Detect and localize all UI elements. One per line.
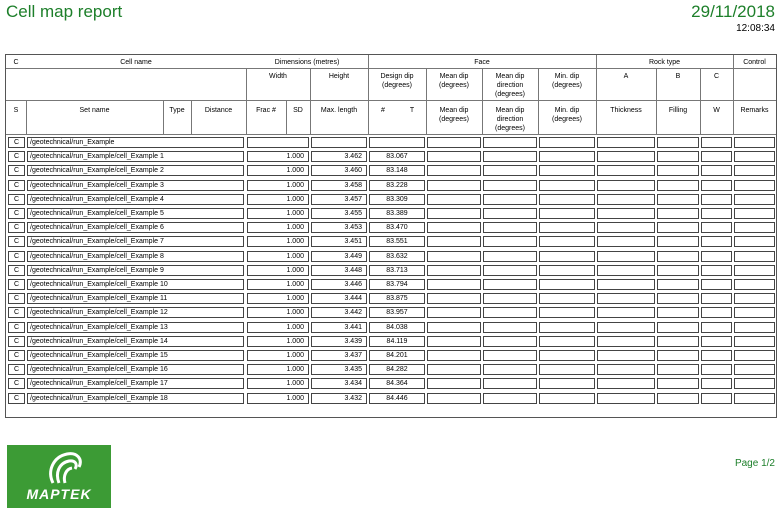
row-height-cell: 3.435: [311, 364, 367, 375]
row-min-dip-cell: [539, 336, 595, 347]
row-mean-dip-direction-cell: [483, 364, 537, 375]
row-rock-b-cell: [657, 180, 699, 191]
row-rock-b-cell: [657, 194, 699, 205]
col-t-header: T: [409, 107, 415, 114]
row-mean-dip-cell: [427, 236, 481, 247]
row-mean-dip-cell: [427, 251, 481, 262]
row-width-cell: 1.000: [247, 165, 309, 176]
col-filling-header: Filling: [668, 107, 688, 114]
row-height-cell: 3.437: [311, 350, 367, 361]
row-name-cell: /geotechnical/run_Example/cell_Example 16: [27, 364, 244, 375]
row-width-cell: 1.000: [247, 222, 309, 233]
row-c-cell: C: [8, 151, 25, 162]
row-height-cell: 3.439: [311, 336, 367, 347]
row-design-dip-cell: 83.470: [369, 222, 425, 233]
row-rock-a-cell: [597, 165, 655, 176]
row-mean-dip-direction-cell: [483, 251, 537, 262]
row-min-dip-cell: [539, 279, 595, 290]
row-mean-dip-cell: [427, 293, 481, 304]
row-width-cell: 1.000: [247, 236, 309, 247]
row-width-cell: 1.000: [247, 194, 309, 205]
table-row: [6, 235, 776, 248]
table-row: [6, 278, 776, 291]
row-mean-dip-direction-cell: [483, 236, 537, 247]
row-width-cell: 1.000: [247, 364, 309, 375]
row-name-cell: /geotechnical/run_Example/cell_Example 14: [27, 336, 244, 347]
report-date: 29/11/2018: [691, 2, 775, 21]
col-min-dip-bottom-header: Min. dip (degrees): [552, 107, 582, 123]
row-mean-dip-cell: [427, 165, 481, 176]
row-mean-dip-cell: [427, 350, 481, 361]
row-mean-dip-direction-cell: [483, 265, 537, 276]
report-title: Cell map report: [6, 2, 123, 21]
row-rock-a-cell: [597, 137, 655, 148]
row-c-cell: C: [8, 137, 25, 148]
row-min-dip-cell: [539, 194, 595, 205]
row-design-dip-cell: 83.067: [369, 151, 425, 162]
row-control-cell: [734, 364, 775, 375]
row-rock-b-cell: [657, 336, 699, 347]
row-rock-a-cell: [597, 251, 655, 262]
row-height-cell: 3.449: [311, 251, 367, 262]
row-rock-c-cell: [701, 364, 732, 375]
row-design-dip-cell: 83.551: [369, 236, 425, 247]
row-min-dip-cell: [539, 222, 595, 233]
row-min-dip-cell: [539, 393, 595, 404]
row-rock-c-cell: [701, 279, 732, 290]
row-rock-a-cell: [597, 336, 655, 347]
row-mean-dip-direction-cell: [483, 151, 537, 162]
row-height-cell: 3.455: [311, 208, 367, 219]
row-control-cell: [734, 336, 775, 347]
table-row: [6, 264, 776, 277]
row-rock-b-cell: [657, 151, 699, 162]
row-rock-a-cell: [597, 378, 655, 389]
row-mean-dip-direction-cell: [483, 336, 537, 347]
row-design-dip-cell: 84.201: [369, 350, 425, 361]
row-mean-dip-direction-cell: [483, 307, 537, 318]
cell-map-table: [5, 54, 777, 418]
row-mean-dip-direction-cell: [483, 194, 537, 205]
row-c-cell: C: [8, 350, 25, 361]
col-mean-dip-direction-bottom-header: Mean dip direction (degrees): [495, 107, 525, 132]
col-set-name-header: Set name: [79, 107, 110, 114]
row-rock-a-cell: [597, 350, 655, 361]
col-rock-a-header: A: [623, 73, 629, 80]
row-name-cell: /geotechnical/run_Example/cell_Example 8: [27, 251, 244, 262]
table-row: [6, 306, 776, 319]
col-mean-dip-header: Mean dip (degrees): [439, 73, 469, 89]
row-rock-c-cell: [701, 322, 732, 333]
col-mean-dip-bottom-header: Mean dip (degrees): [439, 107, 469, 123]
row-rock-c-cell: [701, 393, 732, 404]
row-height-cell: 3.453: [311, 222, 367, 233]
col-distance-header: Distance: [204, 107, 233, 114]
col-rock-c-header: C: [713, 73, 720, 80]
row-control-cell: [734, 378, 775, 389]
row-c-cell: C: [8, 165, 25, 176]
row-name-cell: /geotechnical/run_Example/cell_Example 10: [27, 279, 244, 290]
row-mean-dip-direction-cell: [483, 322, 537, 333]
row-rock-a-cell: [597, 180, 655, 191]
row-mean-dip-cell: [427, 322, 481, 333]
row-rock-b-cell: [657, 378, 699, 389]
col-hash-header: #: [381, 107, 385, 114]
row-width-cell: 1.000: [247, 251, 309, 262]
maptek-logo: [7, 445, 111, 508]
row-min-dip-cell: [539, 165, 595, 176]
row-height-cell: 3.442: [311, 307, 367, 318]
row-mean-dip-cell: [427, 307, 481, 318]
row-design-dip-cell: 83.957: [369, 307, 425, 318]
col-max-length-header: Max. length: [320, 107, 358, 114]
col-mean-dip-direction-header: Mean dip direction (degrees): [495, 73, 525, 98]
row-height-cell: 3.457: [311, 194, 367, 205]
row-height-cell: 3.448: [311, 265, 367, 276]
row-mean-dip-cell: [427, 279, 481, 290]
row-control-cell: [734, 393, 775, 404]
col-sd-header: SD: [293, 107, 303, 114]
row-rock-c-cell: [701, 336, 732, 347]
row-c-cell: C: [8, 222, 25, 233]
row-design-dip-cell: 83.713: [369, 265, 425, 276]
row-rock-b-cell: [657, 350, 699, 361]
row-min-dip-cell: [539, 208, 595, 219]
row-design-dip-cell: [369, 137, 425, 148]
table-row: [6, 150, 776, 163]
row-rock-a-cell: [597, 279, 655, 290]
row-c-cell: C: [8, 279, 25, 290]
row-rock-a-cell: [597, 236, 655, 247]
table-row: [6, 221, 776, 234]
row-height-cell: 3.462: [311, 151, 367, 162]
row-mean-dip-direction-cell: [483, 137, 537, 148]
row-rock-b-cell: [657, 279, 699, 290]
table-row: [6, 207, 776, 220]
row-width-cell: 1.000: [247, 208, 309, 219]
row-min-dip-cell: [539, 137, 595, 148]
row-rock-b-cell: [657, 393, 699, 404]
row-mean-dip-cell: [427, 151, 481, 162]
row-width-cell: 1.000: [247, 180, 309, 191]
row-name-cell: /geotechnical/run_Example/cell_Example 2: [27, 165, 244, 176]
row-name-cell: /geotechnical/run_Example/cell_Example 18: [27, 393, 244, 404]
row-control-cell: [734, 251, 775, 262]
row-rock-b-cell: [657, 222, 699, 233]
row-mean-dip-direction-cell: [483, 350, 537, 361]
row-mean-dip-cell: [427, 208, 481, 219]
row-rock-c-cell: [701, 194, 732, 205]
row-rock-b-cell: [657, 265, 699, 276]
row-rock-c-cell: [701, 165, 732, 176]
row-mean-dip-direction-cell: [483, 378, 537, 389]
row-control-cell: [734, 236, 775, 247]
row-min-dip-cell: [539, 293, 595, 304]
row-height-cell: 3.432: [311, 393, 367, 404]
row-rock-c-cell: [701, 137, 732, 148]
row-height-cell: 3.446: [311, 279, 367, 290]
row-rock-c-cell: [701, 307, 732, 318]
row-c-cell: C: [8, 236, 25, 247]
row-width-cell: 1.000: [247, 151, 309, 162]
row-control-cell: [734, 151, 775, 162]
row-mean-dip-cell: [427, 393, 481, 404]
col-thickness-header: Thickness: [610, 107, 642, 114]
row-min-dip-cell: [539, 151, 595, 162]
table-row: [6, 363, 776, 376]
row-c-cell: C: [8, 336, 25, 347]
row-design-dip-cell: 84.446: [369, 393, 425, 404]
row-mean-dip-direction-cell: [483, 222, 537, 233]
col-s-header: S: [13, 107, 19, 114]
row-mean-dip-direction-cell: [483, 180, 537, 191]
row-width-cell: 1.000: [247, 293, 309, 304]
col-rock-type-header: Rock type: [648, 59, 681, 66]
row-name-cell: /geotechnical/run_Example/cell_Example 13: [27, 322, 244, 333]
row-mean-dip-cell: [427, 378, 481, 389]
row-c-cell: C: [8, 180, 25, 191]
row-min-dip-cell: [539, 307, 595, 318]
row-control-cell: [734, 208, 775, 219]
maptek-swirl-icon: [7, 445, 111, 489]
row-c-cell: C: [8, 322, 25, 333]
row-control-cell: [734, 165, 775, 176]
row-width-cell: 1.000: [247, 393, 309, 404]
col-w-header: W: [713, 107, 720, 114]
row-rock-a-cell: [597, 322, 655, 333]
row-min-dip-cell: [539, 378, 595, 389]
row-height-cell: 3.458: [311, 180, 367, 191]
row-rock-b-cell: [657, 165, 699, 176]
col-width-header: Width: [269, 73, 287, 80]
row-height-cell: [311, 137, 367, 148]
row-control-cell: [734, 180, 775, 191]
row-height-cell: 3.444: [311, 293, 367, 304]
row-c-cell: C: [8, 251, 25, 262]
row-mean-dip-cell: [427, 194, 481, 205]
row-min-dip-cell: [539, 350, 595, 361]
col-cell-name-header: Cell name: [120, 59, 152, 66]
row-name-cell: /geotechnical/run_Example/cell_Example 15: [27, 350, 244, 361]
col-face-header: Face: [474, 59, 490, 66]
row-rock-c-cell: [701, 208, 732, 219]
row-rock-b-cell: [657, 208, 699, 219]
row-name-cell: /geotechnical/run_Example/cell_Example 12: [27, 307, 244, 318]
row-name-cell: /geotechnical/run_Example/cell_Example 3: [27, 180, 244, 191]
table-row: [6, 250, 776, 263]
row-min-dip-cell: [539, 236, 595, 247]
row-width-cell: 1.000: [247, 265, 309, 276]
row-name-cell: /geotechnical/run_Example/cell_Example 1: [27, 151, 244, 162]
row-rock-c-cell: [701, 378, 732, 389]
row-rock-c-cell: [701, 265, 732, 276]
row-control-cell: [734, 137, 775, 148]
row-width-cell: 1.000: [247, 279, 309, 290]
row-rock-b-cell: [657, 322, 699, 333]
table-row: [6, 335, 776, 348]
table-row: [6, 179, 776, 192]
row-mean-dip-direction-cell: [483, 293, 537, 304]
row-rock-b-cell: [657, 251, 699, 262]
maptek-logo-text: MAPTEK: [26, 486, 92, 502]
row-design-dip-cell: 84.282: [369, 364, 425, 375]
row-rock-a-cell: [597, 151, 655, 162]
row-rock-c-cell: [701, 293, 732, 304]
row-design-dip-cell: 83.875: [369, 293, 425, 304]
row-min-dip-cell: [539, 251, 595, 262]
row-design-dip-cell: 84.119: [369, 336, 425, 347]
row-c-cell: C: [8, 265, 25, 276]
row-height-cell: 3.451: [311, 236, 367, 247]
row-width-cell: 1.000: [247, 322, 309, 333]
row-rock-a-cell: [597, 208, 655, 219]
table-row: [6, 136, 776, 149]
row-name-cell: /geotechnical/run_Example/cell_Example 5: [27, 208, 244, 219]
row-mean-dip-cell: [427, 137, 481, 148]
row-control-cell: [734, 222, 775, 233]
row-mean-dip-cell: [427, 180, 481, 191]
row-rock-b-cell: [657, 293, 699, 304]
row-control-cell: [734, 350, 775, 361]
page-number: Page 1/2: [734, 458, 775, 469]
col-dimensions-header: Dimensions (metres): [274, 59, 340, 66]
row-name-cell: /geotechnical/run_Example: [27, 137, 244, 148]
col-frac-header: Frac #: [256, 107, 276, 114]
table-row: [6, 164, 776, 177]
row-rock-a-cell: [597, 393, 655, 404]
row-mean-dip-cell: [427, 265, 481, 276]
row-design-dip-cell: 83.148: [369, 165, 425, 176]
row-name-cell: /geotechnical/run_Example/cell_Example 9: [27, 265, 244, 276]
row-name-cell: /geotechnical/run_Example/cell_Example 6: [27, 222, 244, 233]
row-control-cell: [734, 307, 775, 318]
row-rock-c-cell: [701, 180, 732, 191]
row-c-cell: C: [8, 364, 25, 375]
col-c-header: C: [13, 59, 19, 66]
row-c-cell: C: [8, 307, 25, 318]
table-row: [6, 349, 776, 362]
row-rock-b-cell: [657, 236, 699, 247]
col-min-dip-header: Min. dip (degrees): [552, 73, 582, 89]
row-rock-a-cell: [597, 364, 655, 375]
row-name-cell: /geotechnical/run_Example/cell_Example 11: [27, 293, 244, 304]
row-mean-dip-cell: [427, 222, 481, 233]
row-width-cell: 1.000: [247, 336, 309, 347]
row-height-cell: 3.434: [311, 378, 367, 389]
row-c-cell: C: [8, 194, 25, 205]
row-design-dip-cell: 83.389: [369, 208, 425, 219]
row-min-dip-cell: [539, 180, 595, 191]
row-rock-a-cell: [597, 293, 655, 304]
row-width-cell: [247, 137, 309, 148]
table-row: [6, 193, 776, 206]
row-control-cell: [734, 265, 775, 276]
table-row: [6, 392, 776, 405]
row-design-dip-cell: 84.364: [369, 378, 425, 389]
row-rock-a-cell: [597, 265, 655, 276]
row-c-cell: C: [8, 293, 25, 304]
col-design-dip-header: Design dip (degrees): [380, 73, 414, 89]
row-width-cell: 1.000: [247, 307, 309, 318]
row-mean-dip-direction-cell: [483, 393, 537, 404]
row-rock-a-cell: [597, 194, 655, 205]
col-height-header: Height: [328, 73, 350, 80]
row-rock-c-cell: [701, 222, 732, 233]
col-control-header: Control: [743, 59, 766, 66]
row-design-dip-cell: 83.309: [369, 194, 425, 205]
row-control-cell: [734, 293, 775, 304]
row-rock-b-cell: [657, 364, 699, 375]
row-rock-a-cell: [597, 307, 655, 318]
row-design-dip-cell: 83.794: [369, 279, 425, 290]
row-min-dip-cell: [539, 322, 595, 333]
row-design-dip-cell: 83.632: [369, 251, 425, 262]
row-min-dip-cell: [539, 265, 595, 276]
report-time: 12:08:34: [736, 23, 775, 34]
row-mean-dip-cell: [427, 336, 481, 347]
row-rock-c-cell: [701, 151, 732, 162]
row-control-cell: [734, 322, 775, 333]
table-row: [6, 292, 776, 305]
col-rock-b-header: B: [675, 73, 681, 80]
row-height-cell: 3.441: [311, 322, 367, 333]
table-row: [6, 321, 776, 334]
row-mean-dip-direction-cell: [483, 165, 537, 176]
row-mean-dip-cell: [427, 364, 481, 375]
row-mean-dip-direction-cell: [483, 208, 537, 219]
row-control-cell: [734, 194, 775, 205]
row-name-cell: /geotechnical/run_Example/cell_Example 7: [27, 236, 244, 247]
row-min-dip-cell: [539, 364, 595, 375]
row-design-dip-cell: 83.228: [369, 180, 425, 191]
table-row: [6, 377, 776, 390]
row-width-cell: 1.000: [247, 350, 309, 361]
row-rock-c-cell: [701, 236, 732, 247]
row-height-cell: 3.460: [311, 165, 367, 176]
row-width-cell: 1.000: [247, 378, 309, 389]
row-design-dip-cell: 84.038: [369, 322, 425, 333]
row-c-cell: C: [8, 378, 25, 389]
row-name-cell: /geotechnical/run_Example/cell_Example 4: [27, 194, 244, 205]
row-rock-b-cell: [657, 137, 699, 148]
row-mean-dip-direction-cell: [483, 279, 537, 290]
row-rock-a-cell: [597, 222, 655, 233]
row-rock-c-cell: [701, 350, 732, 361]
row-rock-b-cell: [657, 307, 699, 318]
row-name-cell: /geotechnical/run_Example/cell_Example 17: [27, 378, 244, 389]
row-rock-c-cell: [701, 251, 732, 262]
col-type-header: Type: [169, 107, 185, 114]
row-c-cell: C: [8, 393, 25, 404]
col-remarks-header: Remarks: [740, 107, 769, 114]
row-control-cell: [734, 279, 775, 290]
row-c-cell: C: [8, 208, 25, 219]
